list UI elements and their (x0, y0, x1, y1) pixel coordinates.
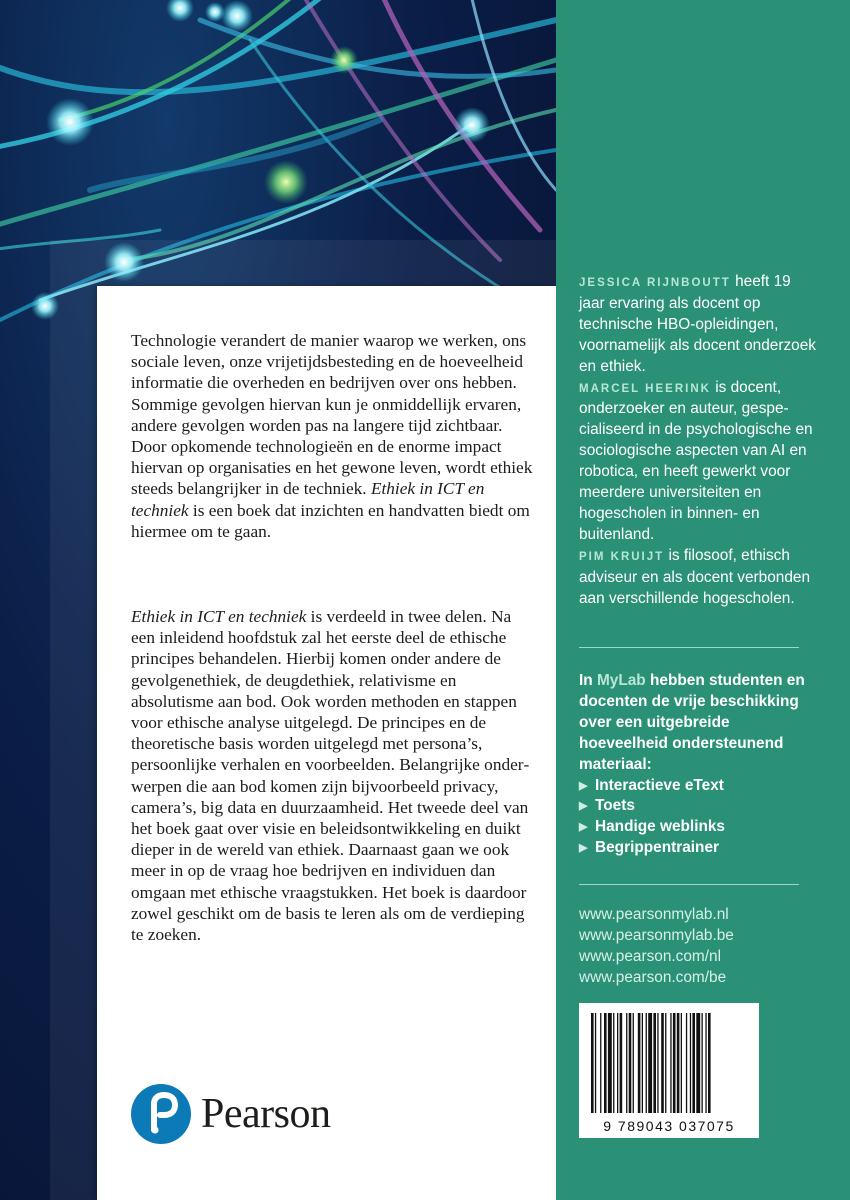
barcode-bar (681, 1013, 682, 1113)
barcode-bar (646, 1013, 647, 1113)
barcode-bar (591, 1013, 594, 1113)
barcode-bar (670, 1013, 671, 1113)
barcode-bar (696, 1013, 700, 1113)
feature-label: Interactieve eText (595, 776, 724, 794)
triangle-bullet-icon: ▶ (579, 821, 588, 834)
website-url: www.pearsonmylab.be (579, 926, 734, 944)
blurb-text: is een boek dat inzichten en handvatten biedt om hiermee om te gaan. (131, 500, 530, 541)
barcode-bar (657, 1013, 658, 1113)
mylab-section (579, 671, 819, 859)
isbn-number: 9 789043 037075 (603, 1118, 735, 1134)
barcode-bar (629, 1013, 632, 1113)
barcode-bar (638, 1013, 641, 1113)
blurb-text: is verdeeld in twee delen. Na een inleidend hoofdstuk zal het eerste deel de ethische principes behandelen. Hierbij komen onder andere de gevolgenethiek, de deugdethiek, relativisme en absolutisme aan bod. Ook worden methoden en stappen voor ethische analyse uitgelegd. De principes en de theoretische basis worden uitgelegd met persona’s, persoonlijke verhalen en voorbeelden. Belangrijke onderwerpen die aan bod komen zijn bijvoorbeeld privacy, camera’s, big data en duurzaamheid. Het tweede deel van het boek gaat over visie en beleidsontwikkeling en duikt dieper in de wereld van ethiek. Daarnaast gaan we ook meer in op de vraag hoe bedrijven en individuen dan omgaan met ethische vraagstukken. Het boek is daardoor zowel geschikt om de basis te leren als om de verdieping te zoeken. (131, 607, 530, 945)
barcode-bar (661, 1013, 664, 1113)
barcode-bar (665, 1013, 666, 1113)
barcode-bar (613, 1013, 614, 1113)
book-title: Ethiek in ICT en techniek (131, 607, 307, 626)
website-url: www.pearson.com/nl (579, 947, 721, 965)
blurb-paragraph-2 (131, 606, 535, 945)
barcode-bar (648, 1013, 652, 1113)
triangle-bullet-icon: ▶ (579, 800, 588, 813)
list-item (579, 817, 819, 838)
feature-label: Handige weblinks (595, 818, 725, 836)
pearson-logo (131, 1084, 371, 1148)
author-bio-text: is filosoof, ethisch adviseur en als docent verbonden aan verschillende hogescholen. (579, 546, 811, 607)
mylab-intro-text: hebben studenten en docenten de vrije beschikking over een uitgebreide hoeveelheid ondersteunend materiaal: (579, 672, 805, 773)
author-name: PIM KRUIJT (579, 550, 665, 563)
author-bio-text: is docent, onderzoeker en auteur, gespecialiseerd in de psychologische en sociologische aspecten van AI en robotica, en heeft gewerkt voor meerdere universiteiten en hogescholen in binnen- en buitenland. (579, 378, 813, 543)
barcode-bar (653, 1013, 656, 1113)
barcode-bar (633, 1013, 634, 1113)
blurb-paragraph-1 (131, 330, 535, 542)
pearson-p-icon (131, 1084, 191, 1144)
barcode-bar (702, 1013, 703, 1113)
author-name: MARCEL HEERINK (579, 382, 711, 395)
barcode-bars-icon (591, 1013, 747, 1113)
author-bios (579, 272, 819, 610)
author-bio (579, 378, 819, 546)
barcode (579, 1003, 759, 1138)
barcode-bar (677, 1013, 680, 1113)
triangle-bullet-icon: ▶ (579, 779, 588, 792)
list-item (579, 796, 819, 817)
mylab-brand: MyLab (596, 672, 646, 689)
divider (579, 647, 799, 648)
barcode-bar (626, 1013, 627, 1113)
author-bio (579, 272, 819, 378)
barcode-bar (690, 1013, 691, 1113)
website-url: www.pearsonmylab.nl (579, 906, 729, 923)
mylab-intro-text: In (579, 672, 597, 689)
barcode-bar (642, 1013, 643, 1113)
blurb-text: Technologie verandert de manier waarop we werken, ons sociale leven, onze vrijetijdsbesteding en de hoeveelheid informatie die overheden en bedrijven over ons hebben. Sommige gevolgen hiervan kun je onmiddellijk ervaren, andere gevolgen worden pas na langere tijd zichtbaar. Door opkomende technologieën en de enorme impact hiervan op organisaties en het gewone leven, wordt ethiek steeds belangrijker in de techniek. (131, 331, 533, 499)
feature-label: Begrippentrainer (595, 839, 720, 857)
list-item (579, 776, 819, 797)
website-links (579, 905, 819, 989)
barcode-bar (600, 1013, 601, 1113)
author-name: JESSICA RIJNBOUTT (579, 277, 731, 289)
barcode-bar (608, 1013, 612, 1113)
feature-label: Toets (595, 797, 635, 815)
divider (579, 884, 799, 885)
book-title: Ethiek in ICT en techniek (131, 479, 485, 520)
list-item (579, 838, 819, 859)
barcode-bar (617, 1013, 618, 1113)
barcode-bar (673, 1013, 676, 1113)
barcode-bar (708, 1013, 711, 1113)
mylab-intro (579, 671, 819, 776)
publisher-name: Pearson (201, 1091, 331, 1137)
mylab-features (579, 776, 819, 860)
author-bio-text: heeft 19 jaar ervaring als docent op technische HBO-opleidingen, voornamelijk als docent onderzoek en ethiek. (579, 273, 816, 375)
barcode-bar (595, 1013, 596, 1113)
triangle-bullet-icon: ▶ (579, 842, 588, 855)
barcode-bar (620, 1013, 623, 1113)
barcode-bar (705, 1013, 706, 1113)
barcode-bar (604, 1013, 607, 1113)
website-url: www.pearson.com/be (579, 968, 727, 986)
barcode-bar (692, 1013, 695, 1113)
barcode-bar (686, 1013, 687, 1113)
author-bio (579, 546, 819, 610)
